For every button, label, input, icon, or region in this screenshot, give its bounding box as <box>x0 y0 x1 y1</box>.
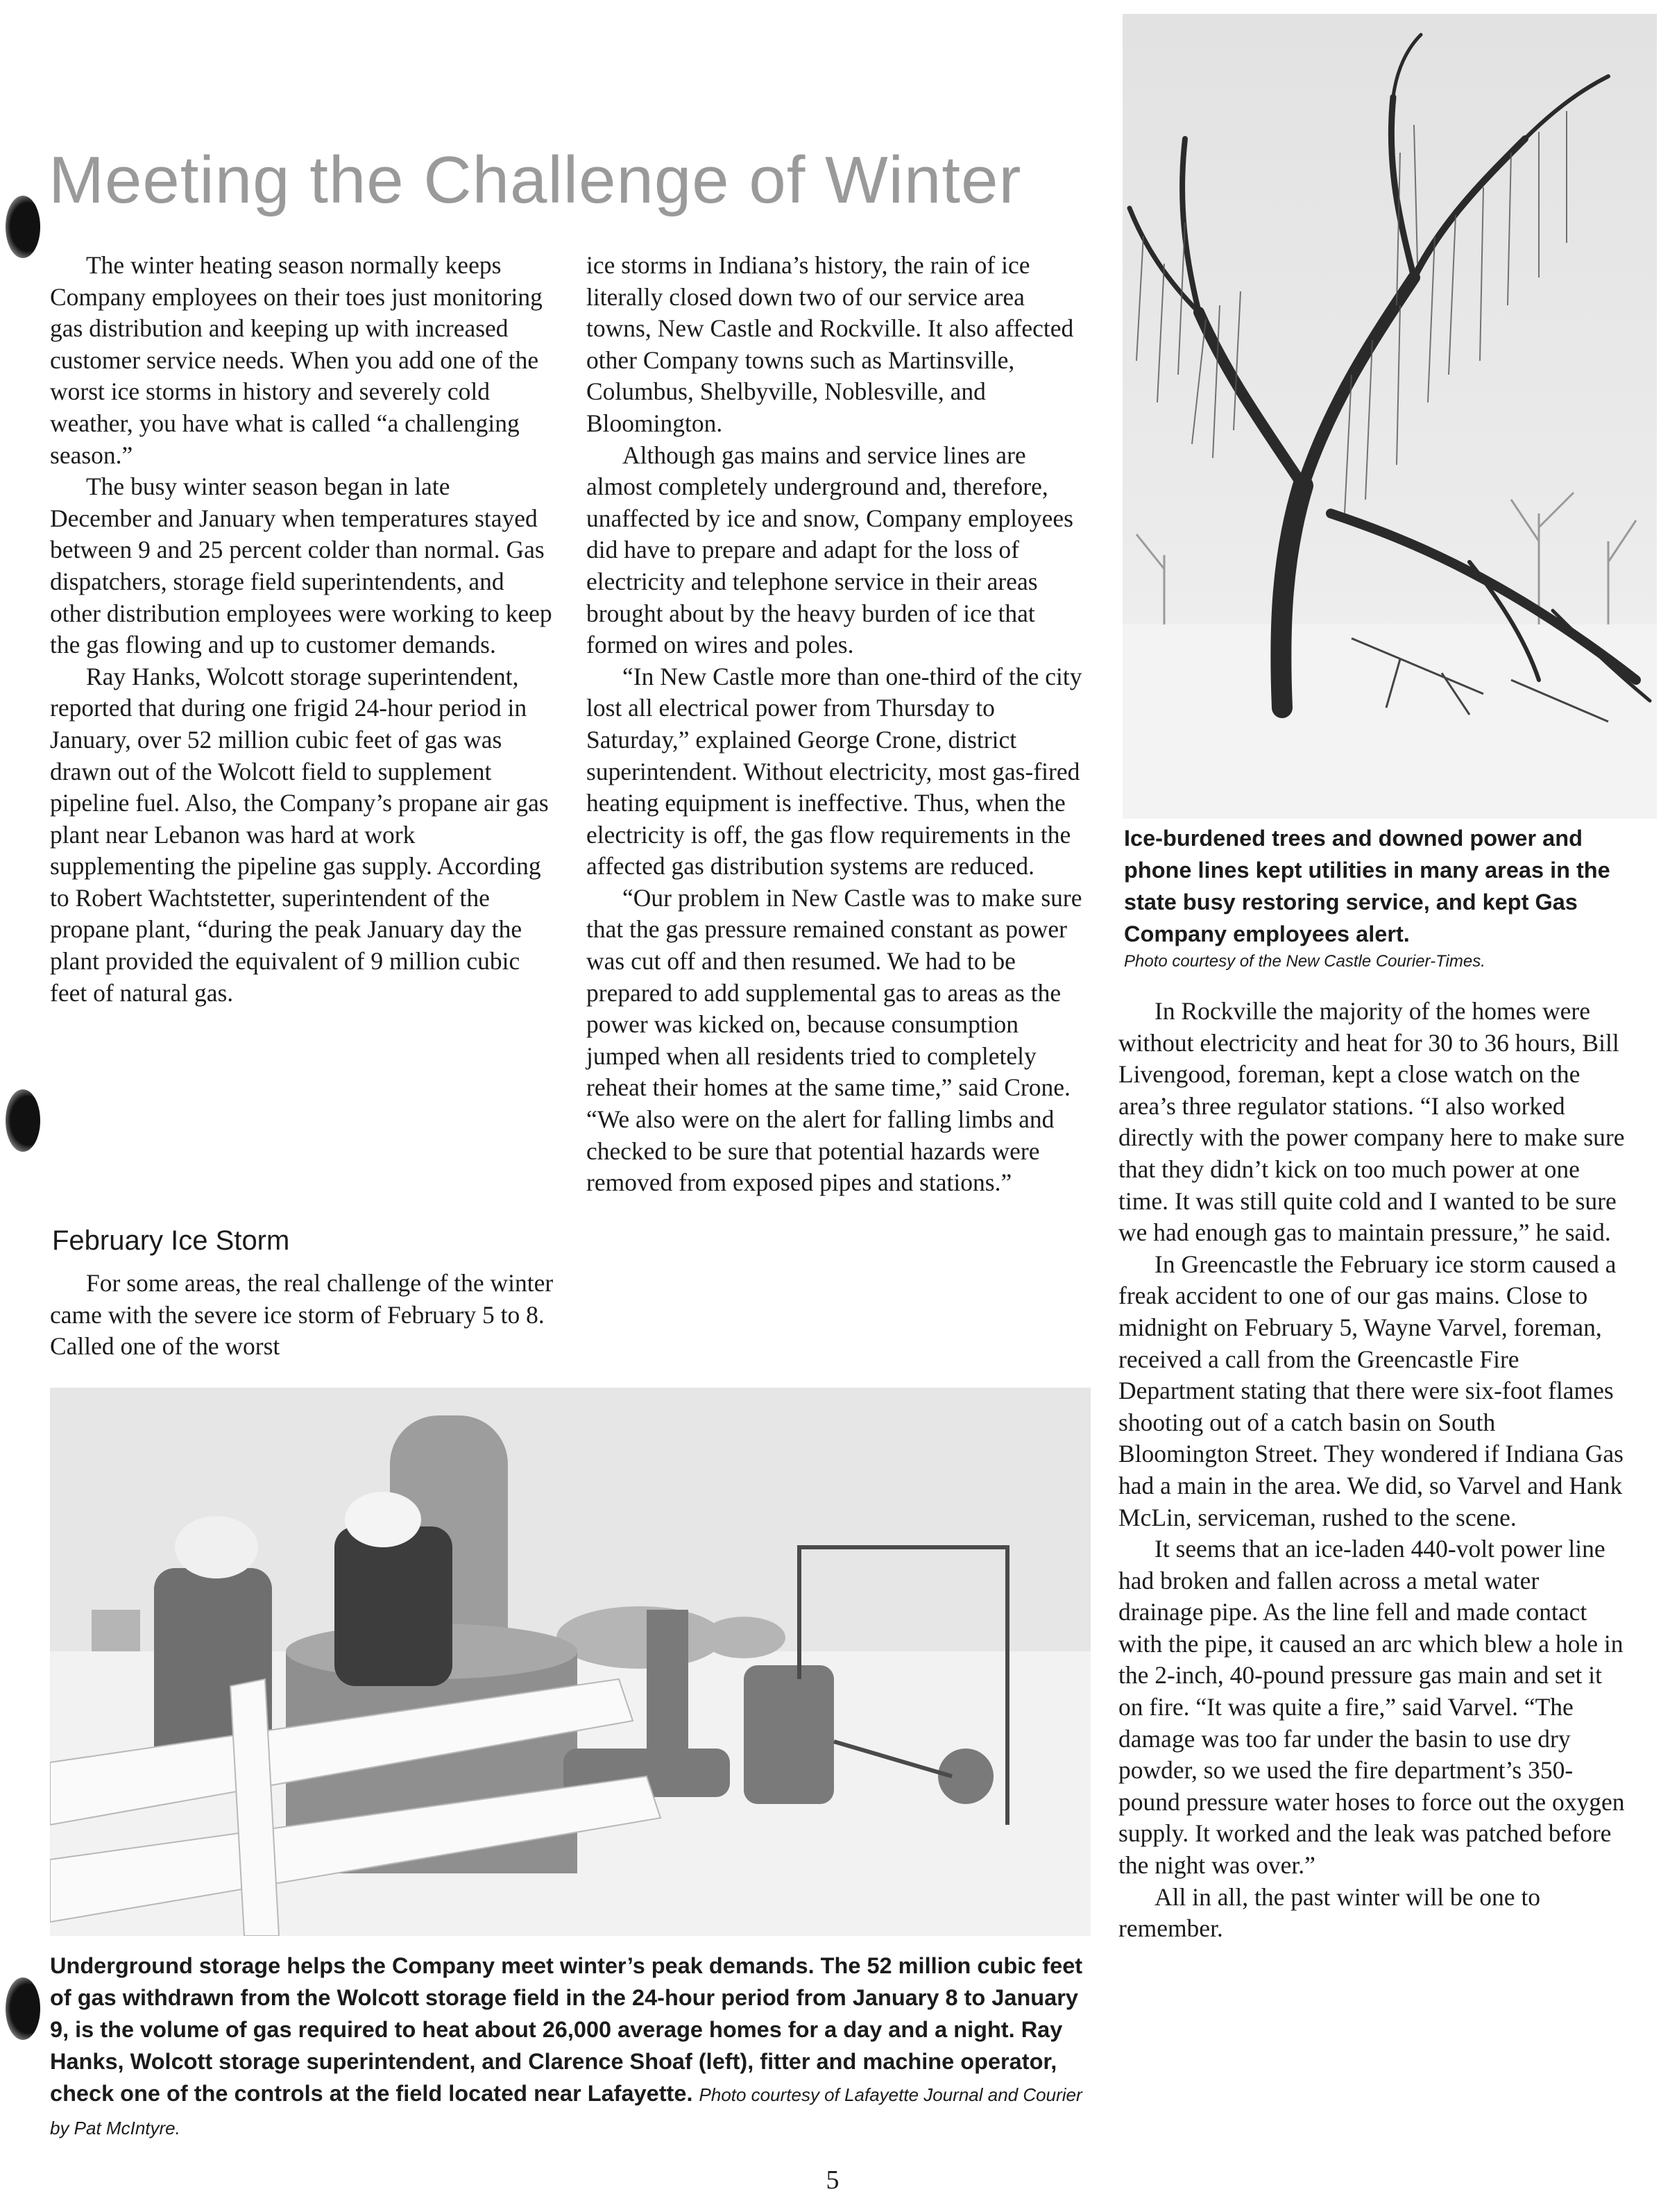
paragraph: Ray Hanks, Wolcott storage superintendent, reported that during one frigid 24-hour period in January, over 52 million cubic feet of gas was drawn out of the Wolcott field to supplement pipeline fuel. Also, the Company’s propane air gas plant near Lebanon was hard at work supplementing the pipeline gas supply. According to Robert Wachtstetter, superintendent of the propane plant, “during the peak January day the plant provided the equivalent of 9 million cubic feet of natural gas. <box>50 662 549 1007</box>
tree-photo-caption: Ice-burdened trees and downed power and phone lines kept utilities in many areas in the state busy restoring service, and kept Gas Company employees alert. <box>1124 826 1610 946</box>
page-number: 5 <box>826 2166 840 2195</box>
paragraph: “In New Castle more than one-third of the city lost all electrical power from Thursday to Saturday,” explained George Crone, district superintendent. Without electricity, most gas-fired heating equipment is ineffective. Thus, when the electricity is off, the gas flow requirements in the affected gas distribution systems are reduced. <box>586 662 1082 880</box>
binding-hole-top <box>6 196 40 258</box>
storage-photo-caption <box>50 1950 1091 2144</box>
paragraph: It seems that an ice-laden 440-volt power line had broken and fallen across a metal water drainage pipe. As the line fell and made contact with the pipe, it caused an arc which blew a hole in the 2-inch, 40-pound pressure gas main and set it on fire. “It was quite a fire,” said Varvel. “The damage was too far under the basin to use dry powder, so we used the fire department’s 350-pound pressure water hoses to force out the oxygen supply. It worked and the leak was patched before the night was over.” <box>1118 1535 1625 1880</box>
column-1 <box>50 250 556 1009</box>
paragraph: In Greencastle the February ice storm caused a freak accident to one of our gas mains. Close to midnight on February 5, Wayne Varvel, foreman, received a call from the Greencastle Fire Department stating that there were six-foot flames shooting out of a catch basin on South Bloomington Street. They wondered if Indiana Gas had a main in the area. We did, so Varvel and Hank McLin, serviceman, rushed to the scene. <box>1118 1250 1624 1531</box>
binding-hole-bottom <box>6 1977 40 2040</box>
storage-photo-caption-text: Underground storage helps the Company meet winter’s peak demands. The 52 million cubic feet of gas withdrawn from the Wolcott storage field in the 24-hour period from January 8 to January 9, is the volume of gas required to heat about 26,000 average homes for a day and a night. Ray Hanks, Wolcott storage superintendent, and Clarence Shoaf (left), fitter and machine operator, check one of the controls at the field located near Lafayette. <box>50 1953 1083 2106</box>
column-1-continued <box>50 1268 556 1363</box>
paragraph: The busy winter season began in late December and January when temperatures stayed between 9 and 25 percent colder than normal. Gas dispatchers, storage field superintendents, and other distribution employees were working to keep the gas flowing and up to customer demands. <box>50 473 552 659</box>
binding-hole-middle <box>6 1089 40 1152</box>
article-title: Meeting the Challenge of Winter <box>49 143 1022 217</box>
paragraph: For some areas, the real challenge of the winter came with the severe ice storm of February 5 to 8. Called one of the worst <box>50 1269 554 1361</box>
tree-photo-credit: Photo courtesy of the New Castle Courier-Times. <box>1124 952 1485 971</box>
ice-storm-tree-photo <box>1123 14 1657 819</box>
paragraph: All in all, the past winter will be one to remember. <box>1118 1882 1541 1943</box>
paragraph: ice storms in Indiana’s history, the rain of ice literally closed down two of our service area towns, New Castle and Rockville. It also affected other Company towns such as Martinsville, Columbus, Shelbyville, Noblesville, and Bloomington. <box>586 251 1074 437</box>
paragraph: In Rockville the majority of the homes were without electricity and heat for 30 to 36 hours, Bill Livengood, foreman, kept a close watch on the area’s three regulator stations. “I also worked directly with the power company here to make sure that they didn’t kick on too much power at one time. It was still quite cold and I wanted to be sure we had enough gas to maintain pressure,” he said. <box>1118 997 1625 1247</box>
column-2 <box>586 250 1093 1199</box>
section-subheading: February Ice Storm <box>52 1225 290 1256</box>
paragraph: Although gas mains and service lines are almost completely underground and, therefore, unaffected by ice and snow, Company employees did have to prepare and adapt for the loss of electricity and telephone service in their areas brought about by the heavy burden of ice that formed on wires and poles. <box>586 441 1073 659</box>
column-3 <box>1118 996 1625 1945</box>
paragraph: The winter heating season normally keeps Company employees on their toes just monitoring gas distribution and keeping up with increased customer service needs. When you add one of the worst ice storms in history and severely cold weather, you have what is called “a challenging season.” <box>50 251 543 469</box>
storage-photo-credit: Photo courtesy of Lafayette Journal and Courier by Pat McIntyre. <box>50 2084 1082 2138</box>
paragraph: “Our problem in New Castle was to make sure that the gas pressure remained constant as power was cut off and then resumed. We had to be prepared to add supplemental gas to areas as the power was kicked on, because consumption jumped when all residents tried to completely reheat their homes at the same time,” said Crone. “We also were on the alert for falling limbs and checked to be sure that potential hazards were removed from exposed pipes and stations.” <box>586 883 1082 1197</box>
storage-field-photo <box>50 1388 1091 1936</box>
